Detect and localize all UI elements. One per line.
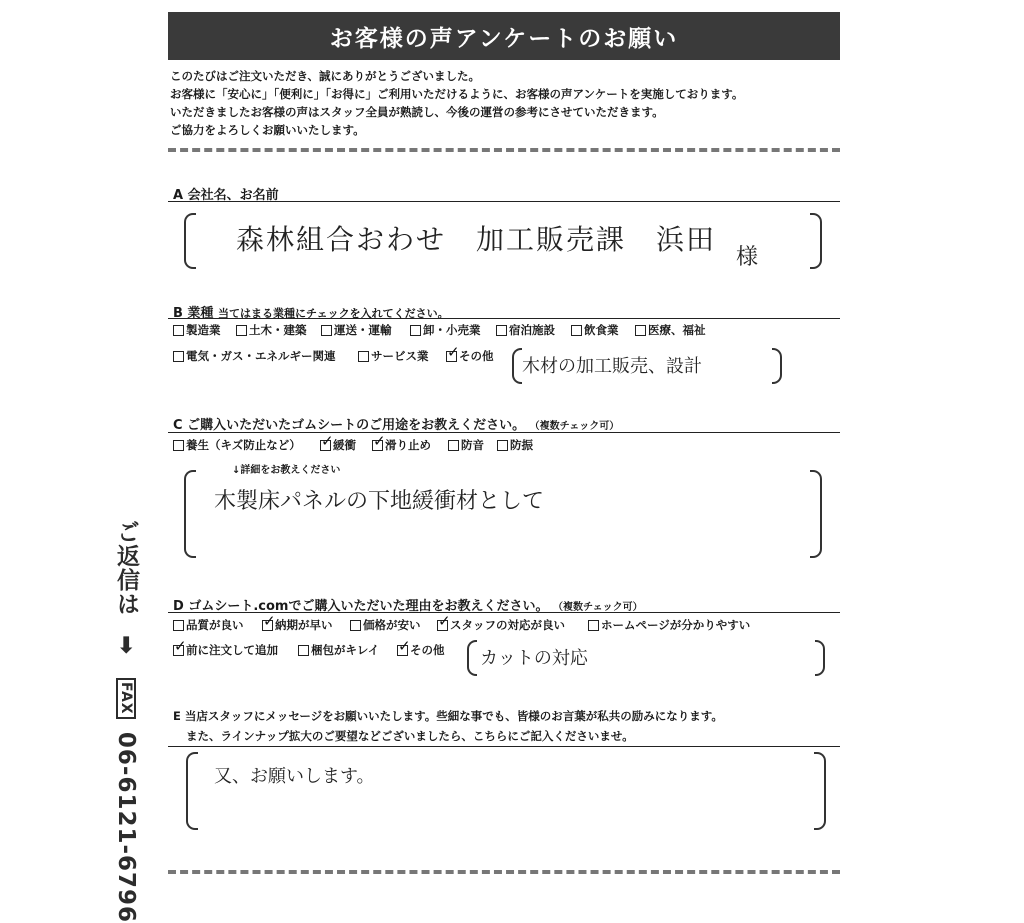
multi-check-note: （複数チェック可） [552, 602, 643, 613]
industry-other-answer[interactable]: 木材の加工販売、設計 [522, 356, 702, 377]
option-label: 土木・建築 [249, 323, 307, 337]
option-label: 防音 [461, 438, 484, 452]
option-neat-packing[interactable] [298, 642, 379, 658]
checkbox[interactable] [635, 325, 646, 336]
fax-icon: FAX [116, 678, 136, 719]
detail-bracket-left [184, 470, 196, 558]
reason-other-answer[interactable]: カットの対応 [480, 648, 588, 669]
section-a-rule [168, 201, 840, 202]
message-answer[interactable]: 又、お願いします。 [214, 766, 375, 787]
section-c-rule [168, 432, 840, 433]
section-c-label: C ご購入いただいたゴムシートのご用途をお教えください。 [173, 418, 526, 433]
option-label: 価格が安い [363, 618, 421, 632]
checkbox-checked[interactable] [173, 645, 184, 656]
checkbox[interactable] [298, 645, 309, 656]
detail-prompt: ↓詳細をお教えください [232, 465, 341, 476]
option-service[interactable] [358, 348, 429, 364]
checkbox-checked[interactable] [397, 645, 408, 656]
option-protection[interactable] [173, 437, 301, 453]
option-retail[interactable] [410, 322, 481, 338]
option-medical[interactable] [635, 322, 706, 338]
option-other[interactable] [397, 642, 445, 658]
option-label: スタッフの対応が良い [450, 618, 565, 632]
option-label: サービス業 [371, 349, 429, 363]
company-name-answer[interactable]: 森林組合おわせ 加工販売課 浜田 [236, 223, 717, 256]
option-cushion[interactable] [320, 437, 356, 453]
fax-number[interactable]: 06-6121-6796 [113, 731, 139, 923]
checkbox[interactable] [321, 325, 332, 336]
checkbox[interactable] [497, 440, 508, 451]
section-c-title [173, 414, 619, 433]
option-label: 電気・ガス・エネルギー関連 [186, 349, 336, 363]
option-fast-delivery[interactable] [262, 617, 333, 633]
message-bracket-left [186, 752, 198, 830]
multi-check-note: （複数チェック可） [529, 421, 620, 432]
section-e-rule [168, 746, 840, 747]
section-a-title: A 会社名、お名前 [173, 188, 279, 203]
checkbox[interactable] [448, 440, 459, 451]
option-label: 品質が良い [186, 618, 244, 632]
section-b-rule [168, 318, 840, 319]
checkbox-checked[interactable] [262, 620, 273, 631]
divider [168, 148, 840, 152]
intro-line-2: お客様に「安心に」「便利に」「お得に」ご利用いただけるように、お客様の声アンケートを実施しております。 [170, 87, 744, 101]
option-staff-service[interactable] [437, 617, 565, 633]
checkbox[interactable] [588, 620, 599, 631]
other-bracket-right [772, 348, 782, 384]
option-label: 製造業 [186, 323, 221, 337]
option-construction[interactable] [236, 322, 307, 338]
section-e-line-1: E 当店スタッフにメッセージをお願いいたします。些細な事でも、皆様のお言葉が私共の励みになります。 [173, 709, 723, 723]
option-transport[interactable] [321, 322, 392, 338]
option-label: その他 [410, 643, 445, 657]
option-label: 飲食業 [584, 323, 619, 337]
option-label: その他 [459, 349, 494, 363]
reason-bracket-right [815, 640, 825, 676]
intro-line-1: このたびはご注文いただき、誠にありがとうございました。 [170, 69, 481, 83]
message-bracket-right [814, 752, 826, 830]
survey-title: お客様の声アンケートのお願い [168, 12, 840, 60]
option-repeat-order[interactable] [173, 642, 278, 658]
checkbox[interactable] [410, 325, 421, 336]
section-b-label: B 業種 [173, 306, 214, 321]
option-low-price[interactable] [350, 617, 421, 633]
intro-line-4: ご協力をよろしくお願いいたします。 [170, 123, 365, 137]
checkbox[interactable] [236, 325, 247, 336]
checkbox[interactable] [173, 351, 184, 362]
option-label: 前に注文して追加 [186, 643, 278, 657]
option-label: 梱包がキレイ [311, 643, 380, 657]
option-antislip[interactable] [372, 437, 431, 453]
option-label: 緩衝 [333, 438, 356, 452]
checkbox[interactable] [173, 440, 184, 451]
section-e-line-2: また、ラインナップ拡大のご要望などございましたら、こちらにご記入くださいませ。 [186, 729, 634, 743]
option-manufacturing[interactable] [173, 322, 221, 338]
option-label: 卸・小売業 [423, 323, 481, 337]
honorific-sama: 様 [736, 245, 759, 270]
option-label: 養生（キズ防止など） [186, 438, 301, 452]
answer-bracket-right [810, 213, 822, 269]
option-label: ホームページが分かりやすい [601, 618, 751, 632]
option-label: 滑り止め [385, 438, 431, 452]
checkbox[interactable] [173, 325, 184, 336]
option-label: 宿泊施設 [509, 323, 555, 337]
option-easy-website[interactable] [588, 617, 750, 633]
other-bracket-left [512, 348, 522, 384]
checkbox[interactable] [496, 325, 507, 336]
option-label: 防振 [510, 438, 533, 452]
option-label: 納期が早い [275, 618, 333, 632]
reason-bracket-left [467, 640, 477, 676]
checkbox-checked[interactable] [320, 440, 331, 451]
detail-bracket-right [810, 470, 822, 558]
intro-line-3: いただきましたお客様の声はスタッフ全員が熟読し、今後の運営の参考にさせていただきます。 [170, 105, 664, 119]
checkbox[interactable] [571, 325, 582, 336]
answer-bracket-left [184, 213, 196, 269]
checkbox[interactable] [350, 620, 361, 631]
option-restaurant[interactable] [571, 322, 619, 338]
reply-label: ご返信は [113, 520, 139, 616]
checkbox-checked[interactable] [446, 351, 457, 362]
checkbox-checked[interactable] [437, 620, 448, 631]
arrow-down-icon: ➡ [113, 635, 139, 656]
option-label: 医療、福祉 [648, 323, 706, 337]
bottom-divider [168, 870, 840, 874]
option-quality[interactable] [173, 617, 244, 633]
option-vibration[interactable] [497, 437, 533, 453]
checkbox[interactable] [358, 351, 369, 362]
option-soundproof[interactable] [448, 437, 484, 453]
option-lodging[interactable] [496, 322, 555, 338]
section-b-instruction: 当てはまる業種にチェックを入れてください。 [217, 307, 449, 320]
usage-detail-answer[interactable]: 木製床パネルの下地緩衝材として [214, 489, 545, 514]
option-energy[interactable] [173, 348, 336, 364]
checkbox[interactable] [173, 620, 184, 631]
checkbox-checked[interactable] [372, 440, 383, 451]
reply-fax-sidebar [110, 520, 143, 923]
option-other[interactable] [446, 348, 494, 364]
section-d-label: D ゴムシート.comでご購入いただいた理由をお教えください。 [173, 599, 549, 614]
option-label: 運送・運輸 [334, 323, 392, 337]
